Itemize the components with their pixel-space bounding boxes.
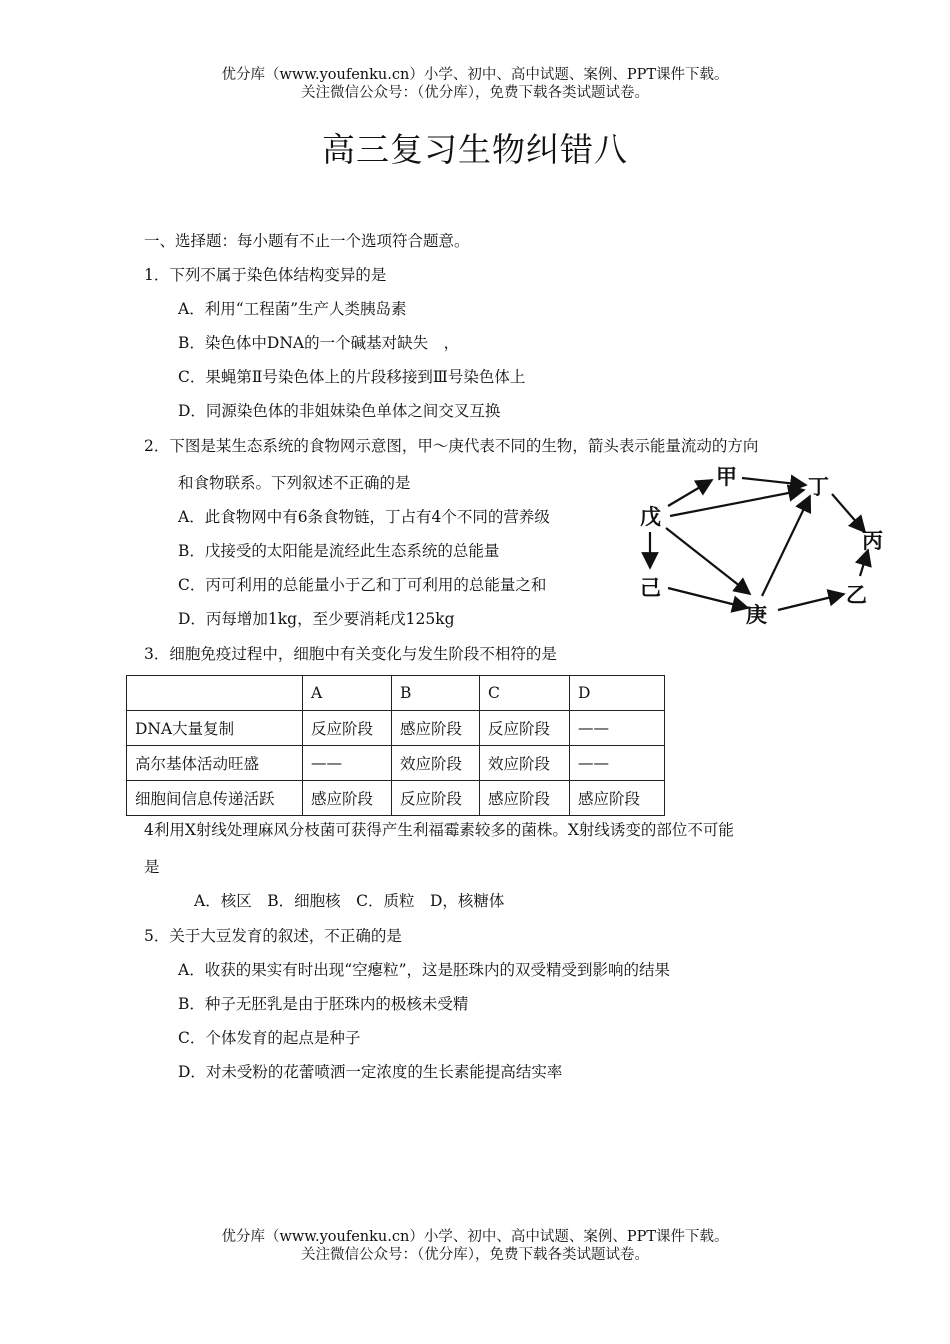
table-cell: 细胞间信息传递活跃 [127,781,303,816]
q3-stem: 3．细胞免疫过程中，细胞中有关变化与发生阶段不相符的是 [144,645,557,663]
arrow-ding-bing [832,494,865,532]
q1-option-d: D．同源染色体的非姐妹染色单体之间交叉互换 [178,402,501,420]
q2-stem-line-2: 和食物联系。下列叙述不正确的是 [178,474,411,492]
q5-option-c: C．个体发育的起点是种子 [178,1029,361,1047]
q2-option-c: C．丙可利用的总能量小于乙和丁可利用的总能量之和 [178,576,547,594]
table-cell: 反应阶段 [392,781,480,816]
q5-stem: 5．关于大豆发育的叙述，不正确的是 [144,927,402,945]
table-header-cell [127,676,303,711]
table-cell: 效应阶段 [480,746,570,781]
arrow-yi-bing [860,550,868,576]
table-row [127,746,665,781]
arrow-wu-jia [668,480,712,506]
q4-stem-line-1: 4利用X射线处理麻风分枝菌可获得产生利福霉素较多的菌株。X射线诱变的部位不可能 [144,821,734,839]
table-header-row [127,676,665,711]
page-title: 高三复习生物纠错八 [322,130,628,169]
arrow-geng-yi [778,594,844,610]
arrow-geng-ding [762,496,810,596]
table-cell: 高尔基体活动旺盛 [127,746,303,781]
table-cell: 感应阶段 [392,711,480,746]
node-bing: 丙 [862,529,883,553]
table-cell: 感应阶段 [303,781,392,816]
node-wu: 戊 [640,505,661,529]
q5-option-a: A．收获的果实有时出现“空瘪粒”，这是胚珠内的双受精受到影响的结果 [178,961,671,979]
table-cell: —— [303,746,392,781]
q5-option-b: B．种子无胚乳是由于胚珠内的极核未受精 [178,995,469,1013]
table-row [127,781,665,816]
header-line-1: 优分库（www.youfenku.cn）小学、初中、高中试题、案例、PPT课件下载。 [221,67,729,83]
q1-option-a: A．利用“工程菌”生产人类胰岛素 [178,300,407,318]
table-cell: 反应阶段 [303,711,392,746]
table-header-cell: D [570,676,665,711]
table-cell: 反应阶段 [480,711,570,746]
footer-line-2: 关注微信公众号：（优分库），免费下载各类试题试卷。 [301,1247,649,1263]
table-cell: DNA大量复制 [127,711,303,746]
q1-stem: 1．下列不属于染色体结构变异的是 [144,266,387,284]
table-cell: —— [570,711,665,746]
header-line-2: 关注微信公众号：（优分库），免费下载各类试题试卷。 [301,85,649,101]
node-geng: 庚 [746,603,767,627]
table-header-cell: A [303,676,392,711]
q5-option-d: D．对未受粉的花蕾喷洒一定浓度的生长素能提高结实率 [178,1063,563,1081]
table-header-cell: C [480,676,570,711]
q2-option-a: A．此食物网中有6条食物链，丁占有4个不同的营养级 [178,508,550,526]
arrow-ji-geng [668,588,748,608]
table-cell: 感应阶段 [480,781,570,816]
q3-table [126,675,665,816]
q4-stem-line-2: 是 [144,858,160,876]
table-header-cell: B [392,676,480,711]
arrow-wu-geng [666,528,750,594]
table-cell: 效应阶段 [392,746,480,781]
q4-options: A．核区 B．细胞核 C．质粒 D，核糖体 [194,892,505,910]
page-header [0,66,950,102]
table-row [127,711,665,746]
footer-line-1: 优分库（www.youfenku.cn）小学、初中、高中试题、案例、PPT课件下载。 [221,1229,729,1245]
q1-option-c: C．果蝇第Ⅱ号染色体上的片段移接到Ⅲ号染色体上 [178,368,526,386]
section-heading: 一、选择题：每小题有不止一个选项符合题意。 [144,232,470,250]
q2-stem-line-1: 2．下图是某生态系统的食物网示意图，甲～庚代表不同的生物，箭头表示能量流动的方向 [144,437,759,455]
food-web-diagram [630,460,900,635]
q1-option-b: B．染色体中DNA的一个碱基对缺失 ， [178,334,460,352]
node-yi: 乙 [846,583,867,607]
table-cell: —— [570,746,665,781]
table-cell: 感应阶段 [570,781,665,816]
q2-option-d: D．丙每增加1kg，至少要消耗戊125kg [178,610,455,628]
node-ding: 丁 [808,475,829,499]
q2-option-b: B．戊接受的太阳能是流经此生态系统的总能量 [178,542,500,560]
node-ji: 己 [640,576,661,600]
arrow-jia-ding [742,478,806,485]
page-footer [0,1228,950,1264]
node-jia: 甲 [716,465,737,489]
